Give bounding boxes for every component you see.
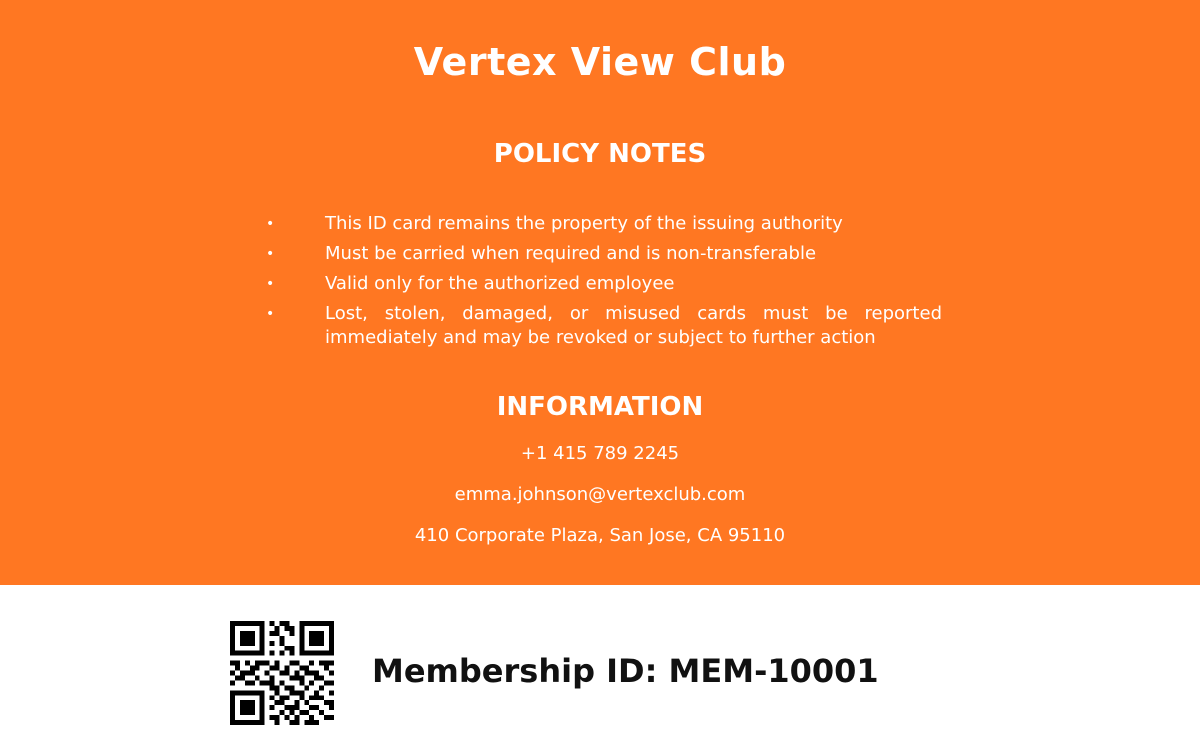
policy-item (258, 272, 942, 296)
bullet-icon: • (266, 306, 275, 322)
bullet-icon: • (266, 276, 275, 292)
email-address: emma.johnson@vertexclub.com (454, 484, 746, 505)
phone-number: +1 415 789 2245 (520, 443, 680, 464)
information-heading: INFORMATION (496, 392, 704, 422)
policy-item (258, 212, 942, 236)
bullet-icon: • (266, 246, 275, 262)
qr-code-icon (230, 621, 334, 725)
policy-item-text: Must be carried when required and is non-transferable (325, 243, 817, 264)
policy-item (258, 242, 942, 266)
policy-heading: POLICY NOTES (493, 139, 707, 169)
policy-item-text: Valid only for the authorized employee (325, 273, 675, 294)
policy-list (258, 212, 958, 356)
policy-item-text: This ID card remains the property of the issuing authority (325, 213, 843, 234)
postal-address: 410 Corporate Plaza, San Jose, CA 95110 (414, 525, 786, 546)
membership-id: Membership ID: MEM-10001 (372, 652, 879, 690)
policy-item (258, 302, 942, 350)
club-title: Vertex View Club (413, 40, 787, 84)
bullet-icon: • (266, 216, 275, 232)
policy-item-text: Lost, stolen, damaged, or misused cards must be reported immediately and may be revoked or subject to further action (325, 303, 942, 348)
